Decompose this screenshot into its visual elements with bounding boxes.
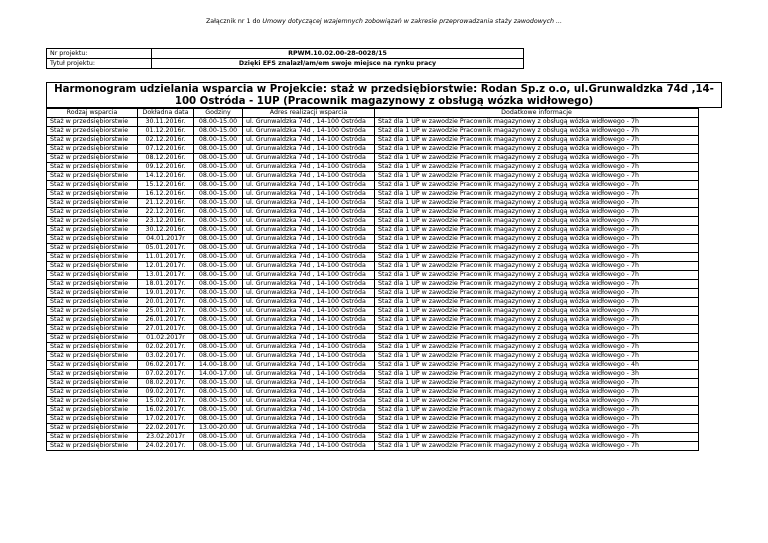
cell-additional-info: Staż dla 1 UP w zawodzie Pracownik magazynowy z obsługą wózka widłowego - 7h <box>375 154 699 163</box>
table-row <box>47 208 699 217</box>
cell-support-type: Staż w przedsiębiorstwie <box>47 145 138 154</box>
cell-address: ul. Grunwaldzka 74d , 14-100 Ostróda <box>243 352 375 361</box>
cell-hours: 08.00-15.00 <box>194 127 243 136</box>
column-header-address: Adres realizacji wsparcia <box>243 109 375 118</box>
cell-hours: 14.00-17.00 <box>194 370 243 379</box>
cell-additional-info: Staż dla 1 UP w zawodzie Pracownik magazynowy z obsługą wózka widłowego - 7h <box>375 127 699 136</box>
cell-additional-info: Staż dla 1 UP w zawodzie Pracownik magazynowy z obsługą wózka widłowego - 7h <box>375 298 699 307</box>
cell-hours: 08.00-15.00 <box>194 244 243 253</box>
cell-address: ul. Grunwaldzka 74d , 14-100 Ostróda <box>243 235 375 244</box>
table-row <box>47 118 699 127</box>
cell-date: 26.01.2017r. <box>138 316 194 325</box>
table-row <box>47 370 699 379</box>
project-info-table <box>46 48 524 69</box>
cell-address: ul. Grunwaldzka 74d , 14-100 Ostróda <box>243 244 375 253</box>
cell-date: 25.01.2017r. <box>138 307 194 316</box>
table-row <box>47 136 699 145</box>
cell-address: ul. Grunwaldzka 74d , 14-100 Ostróda <box>243 217 375 226</box>
cell-address: ul. Grunwaldzka 74d , 14-100 Ostróda <box>243 154 375 163</box>
column-header-hours: Godziny <box>194 109 243 118</box>
cell-date: 03.02.2017r. <box>138 352 194 361</box>
cell-hours: 08.00-15.00 <box>194 172 243 181</box>
cell-support-type: Staż w przedsiębiorstwie <box>47 271 138 280</box>
cell-hours: 08.00-15.00 <box>194 199 243 208</box>
table-row <box>47 352 699 361</box>
cell-support-type: Staż w przedsiębiorstwie <box>47 181 138 190</box>
cell-address: ul. Grunwaldzka 74d , 14-100 Ostróda <box>243 280 375 289</box>
cell-date: 16.02.2017r. <box>138 406 194 415</box>
table-row <box>47 361 699 370</box>
cell-date: 08.12.2016r. <box>138 154 194 163</box>
column-header-support-type: Rodzaj wsparcia <box>47 109 138 118</box>
cell-address: ul. Grunwaldzka 74d , 14-100 Ostróda <box>243 190 375 199</box>
cell-hours: 08.00-15.00 <box>194 334 243 343</box>
cell-date: 07.12.2016r. <box>138 145 194 154</box>
table-row <box>47 190 699 199</box>
cell-support-type: Staż w przedsiębiorstwie <box>47 190 138 199</box>
cell-hours: 08.00-15.00 <box>194 226 243 235</box>
cell-date: 22.12.2016r. <box>138 208 194 217</box>
cell-hours: 08.00-15.00 <box>194 307 243 316</box>
cell-hours: 08.00-15.00 <box>194 325 243 334</box>
cell-hours: 14.00-18.00 <box>194 361 243 370</box>
cell-address: ul. Grunwaldzka 74d , 14-100 Ostróda <box>243 145 375 154</box>
cell-support-type: Staż w przedsiębiorstwie <box>47 298 138 307</box>
cell-address: ul. Grunwaldzka 74d , 14-100 Ostróda <box>243 343 375 352</box>
cell-additional-info: Staż dla 1 UP w zawodzie Pracownik magazynowy z obsługą wózka widłowego - 7h <box>375 424 699 433</box>
cell-support-type: Staż w przedsiębiorstwie <box>47 217 138 226</box>
cell-support-type: Staż w przedsiębiorstwie <box>47 424 138 433</box>
cell-address: ul. Grunwaldzka 74d , 14-100 Ostróda <box>243 253 375 262</box>
cell-date: 12.01.2017r. <box>138 262 194 271</box>
cell-additional-info: Staż dla 1 UP w zawodzie Pracownik magazynowy z obsługą wózka widłowego - 7h <box>375 307 699 316</box>
cell-additional-info: Staż dla 1 UP w zawodzie Pracownik magazynowy z obsługą wózka widłowego - 7h <box>375 325 699 334</box>
cell-date: 15.02.2017r. <box>138 397 194 406</box>
cell-date: 19.01.2017r. <box>138 289 194 298</box>
cell-support-type: Staż w przedsiębiorstwie <box>47 442 138 451</box>
cell-address: ul. Grunwaldzka 74d , 14-100 Ostróda <box>243 127 375 136</box>
table-row <box>47 127 699 136</box>
cell-hours: 08.00-15.00 <box>194 145 243 154</box>
cell-address: ul. Grunwaldzka 74d , 14-100 Ostróda <box>243 199 375 208</box>
cell-support-type: Staż w przedsiębiorstwie <box>47 244 138 253</box>
cell-additional-info: Staż dla 1 UP w zawodzie Pracownik magazynowy z obsługą wózka widłowego - 7h <box>375 433 699 442</box>
table-row <box>47 262 699 271</box>
cell-date: 02.12.2016r. <box>138 136 194 145</box>
cell-support-type: Staż w przedsiębiorstwie <box>47 199 138 208</box>
cell-hours: 08.00-15.00 <box>194 271 243 280</box>
cell-additional-info: Staż dla 1 UP w zawodzie Pracownik magazynowy z obsługą wózka widłowego - 7h <box>375 217 699 226</box>
cell-address: ul. Grunwaldzka 74d , 14-100 Ostróda <box>243 370 375 379</box>
schedule-header-row <box>47 109 699 118</box>
column-header-date: Dokładna data <box>138 109 194 118</box>
cell-support-type: Staż w przedsiębiorstwie <box>47 172 138 181</box>
cell-hours: 08.00-15.00 <box>194 289 243 298</box>
table-row <box>47 433 699 442</box>
cell-address: ul. Grunwaldzka 74d , 14-100 Ostróda <box>243 307 375 316</box>
cell-address: ul. Grunwaldzka 74d , 14-100 Ostróda <box>243 262 375 271</box>
cell-date: 27.01.2017r. <box>138 325 194 334</box>
table-row <box>47 145 699 154</box>
table-row <box>47 289 699 298</box>
table-row <box>47 379 699 388</box>
table-row <box>47 253 699 262</box>
cell-hours: 08.00-15.00 <box>194 217 243 226</box>
cell-additional-info: Staż dla 1 UP w zawodzie Pracownik magazynowy z obsługą wózka widłowego - 7h <box>375 208 699 217</box>
cell-hours: 08.00-15.00 <box>194 433 243 442</box>
cell-support-type: Staż w przedsiębiorstwie <box>47 343 138 352</box>
cell-date: 18.01.2017r. <box>138 280 194 289</box>
cell-date: 07.02.2017r. <box>138 370 194 379</box>
attachment-note <box>0 18 768 25</box>
cell-additional-info: Staż dla 1 UP w zawodzie Pracownik magazynowy z obsługą wózka widłowego - 7h <box>375 352 699 361</box>
cell-support-type: Staż w przedsiębiorstwie <box>47 352 138 361</box>
cell-date: 30.12.2016r. <box>138 226 194 235</box>
cell-date: 16.12.2016r. <box>138 190 194 199</box>
cell-support-type: Staż w przedsiębiorstwie <box>47 262 138 271</box>
cell-address: ul. Grunwaldzka 74d , 14-100 Ostróda <box>243 136 375 145</box>
cell-support-type: Staż w przedsiębiorstwie <box>47 208 138 217</box>
cell-additional-info: Staż dla 1 UP w zawodzie Pracownik magazynowy z obsługą wózka widłowego - 7h <box>375 118 699 127</box>
cell-date: 13.01.2017r. <box>138 271 194 280</box>
cell-additional-info: Staż dla 1 UP w zawodzie Pracownik magazynowy z obsługą wózka widłowego - 7h <box>375 289 699 298</box>
cell-hours: 08.00-15.00 <box>194 352 243 361</box>
cell-address: ul. Grunwaldzka 74d , 14-100 Ostróda <box>243 172 375 181</box>
table-row <box>47 181 699 190</box>
cell-support-type: Staż w przedsiębiorstwie <box>47 118 138 127</box>
cell-support-type: Staż w przedsiębiorstwie <box>47 280 138 289</box>
cell-date: 23.12.2016r. <box>138 217 194 226</box>
cell-date: 09.02.2017r. <box>138 388 194 397</box>
cell-date: 15.12.2016r. <box>138 181 194 190</box>
cell-address: ul. Grunwaldzka 74d , 14-100 Ostróda <box>243 397 375 406</box>
cell-support-type: Staż w przedsiębiorstwie <box>47 307 138 316</box>
cell-hours: 08.00-15.00 <box>194 379 243 388</box>
table-row <box>47 226 699 235</box>
cell-address: ul. Grunwaldzka 74d , 14-100 Ostróda <box>243 424 375 433</box>
table-row <box>47 406 699 415</box>
cell-support-type: Staż w przedsiębiorstwie <box>47 154 138 163</box>
cell-address: ul. Grunwaldzka 74d , 14-100 Ostróda <box>243 334 375 343</box>
cell-hours: 08.00-15.00 <box>194 190 243 199</box>
cell-additional-info: Staż dla 1 UP w zawodzie Pracownik magazynowy z obsługą wózka widłowego - 7h <box>375 379 699 388</box>
cell-hours: 08.00-15.00 <box>194 208 243 217</box>
cell-hours: 08.00-15.00 <box>194 154 243 163</box>
cell-additional-info: Staż dla 1 UP w zawodzie Pracownik magazynowy z obsługą wózka widłowego - 7h <box>375 334 699 343</box>
cell-additional-info: Staż dla 1 UP w zawodzie Pracownik magazynowy z obsługą wózka widłowego - 4h <box>375 361 699 370</box>
table-row <box>47 397 699 406</box>
cell-additional-info: Staż dla 1 UP w zawodzie Pracownik magazynowy z obsługą wózka widłowego - 7h <box>375 190 699 199</box>
cell-date: 02.02.2017r. <box>138 343 194 352</box>
cell-support-type: Staż w przedsiębiorstwie <box>47 253 138 262</box>
cell-address: ul. Grunwaldzka 74d , 14-100 Ostróda <box>243 361 375 370</box>
cell-additional-info: Staż dla 1 UP w zawodzie Pracownik magazynowy z obsługą wózka widłowego - 7h <box>375 388 699 397</box>
cell-address: ul. Grunwaldzka 74d , 14-100 Ostróda <box>243 442 375 451</box>
cell-address: ul. Grunwaldzka 74d , 14-100 Ostróda <box>243 406 375 415</box>
cell-additional-info: Staż dla 1 UP w zawodzie Pracownik magazynowy z obsługą wózka widłowego - 7h <box>375 244 699 253</box>
cell-hours: 08.00-15.00 <box>194 136 243 145</box>
schedule-title: Harmonogram udzielania wsparcia w Projekcie: staż w przedsiębiorstwie: Rodan Sp.z o.o, ul.Grunwaldzka 74d ,14-100 Ostróda - 1UP (Pracownik magazynowy z obsługą wózka widłowego) <box>46 82 722 108</box>
table-row <box>47 388 699 397</box>
cell-date: 24.02.2017r. <box>138 442 194 451</box>
cell-hours: 08.00-15.00 <box>194 118 243 127</box>
table-row <box>47 244 699 253</box>
cell-hours: 08.00-15.00 <box>194 343 243 352</box>
cell-date: 06.02.2017r. <box>138 361 194 370</box>
cell-address: ul. Grunwaldzka 74d , 14-100 Ostróda <box>243 163 375 172</box>
attachment-note-prefix: Załącznik nr 1 do <box>205 18 263 25</box>
cell-additional-info: Staż dla 1 UP w zawodzie Pracownik magazynowy z obsługą wózka widłowego - 7h <box>375 406 699 415</box>
cell-additional-info: Staż dla 1 UP w zawodzie Pracownik magazynowy z obsługą wózka widłowego - 7h <box>375 262 699 271</box>
cell-hours: 08.00-15.00 <box>194 415 243 424</box>
cell-date: 30.11.2016r. <box>138 118 194 127</box>
cell-support-type: Staż w przedsiębiorstwie <box>47 361 138 370</box>
cell-address: ul. Grunwaldzka 74d , 14-100 Ostróda <box>243 316 375 325</box>
project-title-value: Dzięki EFS znalazł/am/em swoje miejsce na rynku pracy <box>152 59 524 69</box>
table-row <box>47 334 699 343</box>
cell-date: 05.01.2017r. <box>138 244 194 253</box>
cell-address: ul. Grunwaldzka 74d , 14-100 Ostróda <box>243 289 375 298</box>
cell-date: 08.02.2017r. <box>138 379 194 388</box>
schedule-table <box>46 108 699 451</box>
cell-date: 01.12.2016r. <box>138 127 194 136</box>
cell-hours: 08.00-15.00 <box>194 163 243 172</box>
cell-support-type: Staż w przedsiębiorstwie <box>47 325 138 334</box>
table-row <box>47 235 699 244</box>
cell-hours: 08.00-15.00 <box>194 316 243 325</box>
cell-date: 17.02.2017r. <box>138 415 194 424</box>
cell-additional-info: Staż dla 1 UP w zawodzie Pracownik magazynowy z obsługą wózka widłowego - 7h <box>375 415 699 424</box>
cell-address: ul. Grunwaldzka 74d , 14-100 Ostróda <box>243 118 375 127</box>
project-number-label: Nr projektu: <box>47 49 152 59</box>
cell-support-type: Staż w przedsiębiorstwie <box>47 334 138 343</box>
project-number-value: RPWM.10.02.00-28-0028/15 <box>152 49 524 59</box>
cell-date: 09.12.2016r. <box>138 163 194 172</box>
cell-hours: 08.00-15.00 <box>194 280 243 289</box>
cell-hours: 13.00-20.00 <box>194 424 243 433</box>
cell-support-type: Staż w przedsiębiorstwie <box>47 388 138 397</box>
cell-support-type: Staż w przedsiębiorstwie <box>47 406 138 415</box>
table-row <box>47 424 699 433</box>
table-row <box>47 217 699 226</box>
cell-additional-info: Staż dla 1 UP w zawodzie Pracownik magazynowy z obsługą wózka widłowego - 7h <box>375 145 699 154</box>
cell-additional-info: Staż dla 1 UP w zawodzie Pracownik magazynowy z obsługą wózka widłowego - 3h <box>375 370 699 379</box>
cell-support-type: Staż w przedsiębiorstwie <box>47 370 138 379</box>
table-row <box>47 325 699 334</box>
cell-date: 23.02.2017r <box>138 433 194 442</box>
cell-additional-info: Staż dla 1 UP w zawodzie Pracownik magazynowy z obsługą wózka widłowego - 7h <box>375 271 699 280</box>
cell-date: 01.02.2017r <box>138 334 194 343</box>
cell-hours: 08.00-15.00 <box>194 181 243 190</box>
cell-support-type: Staż w przedsiębiorstwie <box>47 235 138 244</box>
cell-support-type: Staż w przedsiębiorstwie <box>47 127 138 136</box>
cell-support-type: Staż w przedsiębiorstwie <box>47 289 138 298</box>
table-row <box>47 316 699 325</box>
cell-support-type: Staż w przedsiębiorstwie <box>47 163 138 172</box>
cell-date: 14.12.2016r. <box>138 172 194 181</box>
cell-support-type: Staż w przedsiębiorstwie <box>47 316 138 325</box>
cell-additional-info: Staż dla 1 UP w zawodzie Pracownik magazynowy z obsługą wózka widłowego - 7h <box>375 226 699 235</box>
cell-address: ul. Grunwaldzka 74d , 14-100 Ostróda <box>243 181 375 190</box>
cell-address: ul. Grunwaldzka 74d , 14-100 Ostróda <box>243 298 375 307</box>
cell-address: ul. Grunwaldzka 74d , 14-100 Ostróda <box>243 379 375 388</box>
cell-additional-info: Staż dla 1 UP w zawodzie Pracownik magazynowy z obsługą wózka widłowego - 7h <box>375 343 699 352</box>
cell-address: ul. Grunwaldzka 74d , 14-100 Ostróda <box>243 433 375 442</box>
project-title-label: Tytuł projektu: <box>47 59 152 69</box>
cell-hours: 08.00-15.00 <box>194 235 243 244</box>
cell-hours: 08.00-15.00 <box>194 298 243 307</box>
cell-date: 20.01.2017r. <box>138 298 194 307</box>
cell-additional-info: Staż dla 1 UP w zawodzie Pracownik magazynowy z obsługą wózka widłowego - 7h <box>375 181 699 190</box>
table-row <box>47 199 699 208</box>
cell-hours: 08.00-15.00 <box>194 406 243 415</box>
cell-additional-info: Staż dla 1 UP w zawodzie Pracownik magazynowy z obsługą wózka widłowego - 7h <box>375 280 699 289</box>
cell-date: 21.12.2016r. <box>138 199 194 208</box>
cell-address: ul. Grunwaldzka 74d , 14-100 Ostróda <box>243 208 375 217</box>
table-row <box>47 172 699 181</box>
table-row <box>47 415 699 424</box>
table-row <box>47 280 699 289</box>
table-row <box>47 163 699 172</box>
table-row <box>47 271 699 280</box>
cell-support-type: Staż w przedsiębiorstwie <box>47 415 138 424</box>
cell-hours: 08.00-15.00 <box>194 397 243 406</box>
cell-additional-info: Staż dla 1 UP w zawodzie Pracownik magazynowy z obsługą wózka widłowego - 7h <box>375 235 699 244</box>
table-row <box>47 442 699 451</box>
cell-additional-info: Staż dla 1 UP w zawodzie Pracownik magazynowy z obsługą wózka widłowego - 7h <box>375 397 699 406</box>
cell-additional-info: Staż dla 1 UP w zawodzie Pracownik magazynowy z obsługą wózka widłowego - 7h <box>375 172 699 181</box>
table-row <box>47 307 699 316</box>
cell-additional-info: Staż dla 1 UP w zawodzie Pracownik magazynowy z obsługą wózka widłowego - 7h <box>375 136 699 145</box>
cell-address: ul. Grunwaldzka 74d , 14-100 Ostróda <box>243 388 375 397</box>
table-row <box>47 154 699 163</box>
cell-hours: 08.00-15.00 <box>194 388 243 397</box>
cell-support-type: Staż w przedsiębiorstwie <box>47 397 138 406</box>
cell-address: ul. Grunwaldzka 74d , 14-100 Ostróda <box>243 325 375 334</box>
cell-support-type: Staż w przedsiębiorstwie <box>47 226 138 235</box>
cell-additional-info: Staż dla 1 UP w zawodzie Pracownik magazynowy z obsługą wózka widłowego - 7h <box>375 253 699 262</box>
cell-support-type: Staż w przedsiębiorstwie <box>47 136 138 145</box>
cell-additional-info: Staż dla 1 UP w zawodzie Pracownik magazynowy z obsługą wózka widłowego - 7h <box>375 199 699 208</box>
cell-address: ul. Grunwaldzka 74d , 14-100 Ostróda <box>243 226 375 235</box>
cell-address: ul. Grunwaldzka 74d , 14-100 Ostróda <box>243 415 375 424</box>
cell-additional-info: Staż dla 1 UP w zawodzie Pracownik magazynowy z obsługą wózka widłowego - 7h <box>375 163 699 172</box>
cell-additional-info: Staż dla 1 UP w zawodzie Pracownik magazynowy z obsługą wózka widłowego - 7h <box>375 316 699 325</box>
cell-date: 04.01.2017r <box>138 235 194 244</box>
attachment-note-italic: Umowy dotyczącej wzajemnych zobowiązań w zakresie przeprowadzania staży zawodowych ... <box>262 18 563 25</box>
table-row <box>47 343 699 352</box>
cell-hours: 08.00-15.00 <box>194 253 243 262</box>
cell-support-type: Staż w przedsiębiorstwie <box>47 433 138 442</box>
cell-hours: 08.00-15.00 <box>194 262 243 271</box>
cell-hours: 08.00-15.00 <box>194 442 243 451</box>
cell-date: 11.01.2017r. <box>138 253 194 262</box>
column-header-additional-info: Dodatkowe informacje <box>375 109 699 118</box>
cell-date: 22.02.2017r. <box>138 424 194 433</box>
table-row <box>47 298 699 307</box>
cell-support-type: Staż w przedsiębiorstwie <box>47 379 138 388</box>
cell-additional-info: Staż dla 1 UP w zawodzie Pracownik magazynowy z obsługą wózka widłowego - 7h <box>375 442 699 451</box>
cell-address: ul. Grunwaldzka 74d , 14-100 Ostróda <box>243 271 375 280</box>
